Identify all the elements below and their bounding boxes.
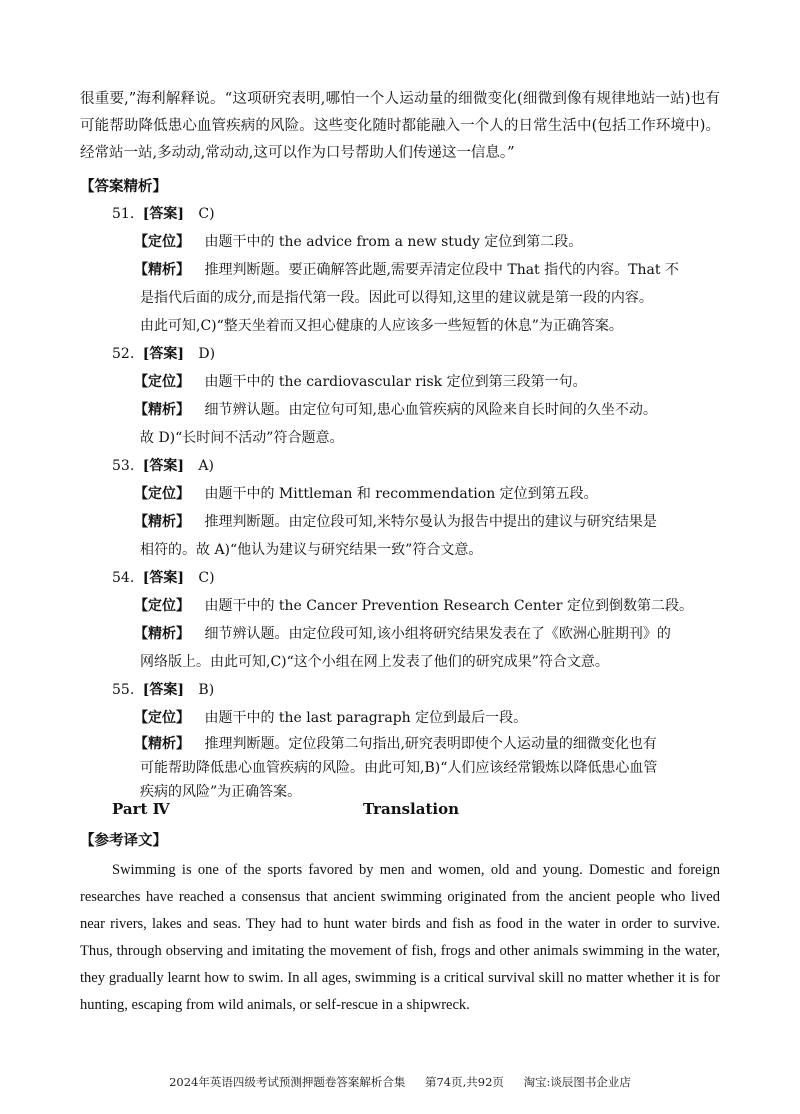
- answer-label: [答案]: [142, 346, 184, 362]
- answer-row-52: [112, 343, 215, 363]
- answer-value: D): [198, 346, 216, 362]
- analysis-line: 网络版上。由此可知,C)“这个小组在网上发表了他们的研究成果”符合文意。: [140, 654, 609, 670]
- intro-paragraph: [80, 86, 720, 167]
- analysis-line: 故 D)“长时间不活动”符合题意。: [140, 430, 344, 446]
- analysis-row-54: [134, 623, 671, 643]
- analysis-line: 细节辨认题。由定位句可知,患心血管疾病的风险来自长时间的久坐不动。: [204, 402, 657, 418]
- analysis-line: 疾病的风险”为正确答案。: [140, 784, 302, 800]
- translation-paragraph: Swimming is one of the sports favored by men and women, old and young. Domestic and foreign researches have reached a consensus that ancient swimming originated from the ancient people who lived near rivers, lakes and seas. They had to hunt water birds and fish as food in the water in order to survive. Thus, through observing and imitating the movement of fish, frogs and other animals swimming in the water, they gradually learnt how to swim. In all ages, swimming is a critical survival skill no matter whether it is for hunting, escaping from wild animals, or self-rescue in a shipwreck.: [80, 862, 720, 1013]
- locate-label: 【定位】: [134, 598, 190, 614]
- locate-text: 由题干中的 the Cancer Prevention Research Center 定位到倒数第二段。: [204, 598, 693, 614]
- answer-row-53: [112, 455, 214, 475]
- analysis-line: 可能帮助降低患心血管疾病的风险。由此可知,B)“人们应该经常锻炼以降低患心血管: [140, 760, 658, 776]
- answer-label: [答案]: [142, 458, 184, 474]
- question-number: 52.: [112, 346, 135, 362]
- answer-label: [答案]: [142, 570, 184, 586]
- analysis-line: 由此可知,C)“整天坐着而又担心健康的人应该多一些短暂的休息”为正确答案。: [140, 318, 623, 334]
- answer-row-54: [112, 567, 215, 587]
- analysis-label: 【精析】: [134, 514, 190, 530]
- analysis-label: 【精析】: [134, 402, 190, 418]
- footer-shop: 淘宝:谈辰图书企业店: [523, 1075, 631, 1089]
- analysis-row-51: [134, 259, 679, 279]
- question-number: 53.: [112, 458, 135, 474]
- intro-text: 很重要,”海利解释说。“这项研究表明,哪怕一个人运动量的细微变化(细微到像有规律地站一站)也有可能帮助降低患心血管疾病的风险。这些变化随时都能融入一个人的日常生活中(包括工作环境中)。经常站一站,多动动,常动动,这可以作为口号帮助人们传递这一信息。”: [80, 91, 720, 161]
- locate-row-55: [134, 707, 527, 727]
- locate-row-51: [134, 231, 582, 251]
- answer-value: C): [198, 570, 215, 586]
- analysis-line: 推理判断题。定位段第二句指出,研究表明即使个人运动量的细微变化也有: [204, 736, 657, 752]
- locate-text: 由题干中的 the cardiovascular risk 定位到第三段第一句。: [204, 374, 587, 390]
- question-number: 54.: [112, 570, 135, 586]
- analysis-row-55: [134, 733, 657, 753]
- analysis-line: 推理判断题。由定位段可知,米特尔曼认为报告中提出的建议与研究结果是: [204, 514, 657, 530]
- part-title: Translation: [363, 800, 459, 818]
- answer-row-51: [112, 203, 215, 223]
- answer-value: B): [198, 682, 215, 698]
- locate-text: 由题干中的 the advice from a new study 定位到第二段。: [204, 234, 583, 250]
- footer-collection: 2024年英语四级考试预测押题卷答案解析合集: [169, 1075, 406, 1089]
- locate-text: 由题干中的 the last paragraph 定位到最后一段。: [204, 710, 528, 726]
- analysis-label: 【精析】: [134, 262, 190, 278]
- locate-row-52: [134, 371, 587, 391]
- locate-label: 【定位】: [134, 710, 190, 726]
- analysis-label: 【精析】: [134, 736, 190, 752]
- analysis-row-52: [134, 399, 657, 419]
- analysis-heading: 【答案精析】: [80, 178, 167, 195]
- answer-label: [答案]: [142, 682, 184, 698]
- answer-row-55: [112, 679, 214, 699]
- question-number: 51.: [112, 206, 135, 222]
- locate-row-53: [134, 483, 598, 503]
- locate-label: 【定位】: [134, 234, 190, 250]
- analysis-row-53: [134, 511, 657, 531]
- question-number: 55.: [112, 682, 135, 698]
- locate-row-54: [134, 595, 693, 615]
- locate-label: 【定位】: [134, 486, 190, 502]
- analysis-line: 细节辨认题。由定位段可知,该小组将研究结果发表在了《欧洲心脏期刊》的: [204, 626, 671, 642]
- locate-text: 由题干中的 Mittleman 和 recommendation 定位到第五段。: [204, 486, 598, 502]
- analysis-line: 相符的。故 A)“他认为建议与研究结果一致”符合文意。: [140, 542, 483, 558]
- reference-heading: 【参考译文】: [80, 832, 167, 849]
- footer-page-number: 第74页,共92页: [424, 1075, 504, 1089]
- answer-value: A): [198, 458, 214, 474]
- locate-label: 【定位】: [134, 374, 190, 390]
- answer-label: [答案]: [142, 206, 184, 222]
- analysis-line: 推理判断题。要正确解答此题,需要弄清定位段中 That 指代的内容。That 不: [204, 262, 679, 278]
- part-label: Part Ⅳ: [112, 800, 170, 818]
- page-footer: [0, 1074, 800, 1090]
- analysis-label: 【精析】: [134, 626, 190, 642]
- answer-value: C): [198, 206, 215, 222]
- analysis-line: 是指代后面的成分,而是指代第一段。因此可以得知,这里的建议就是第一段的内容。: [140, 290, 653, 306]
